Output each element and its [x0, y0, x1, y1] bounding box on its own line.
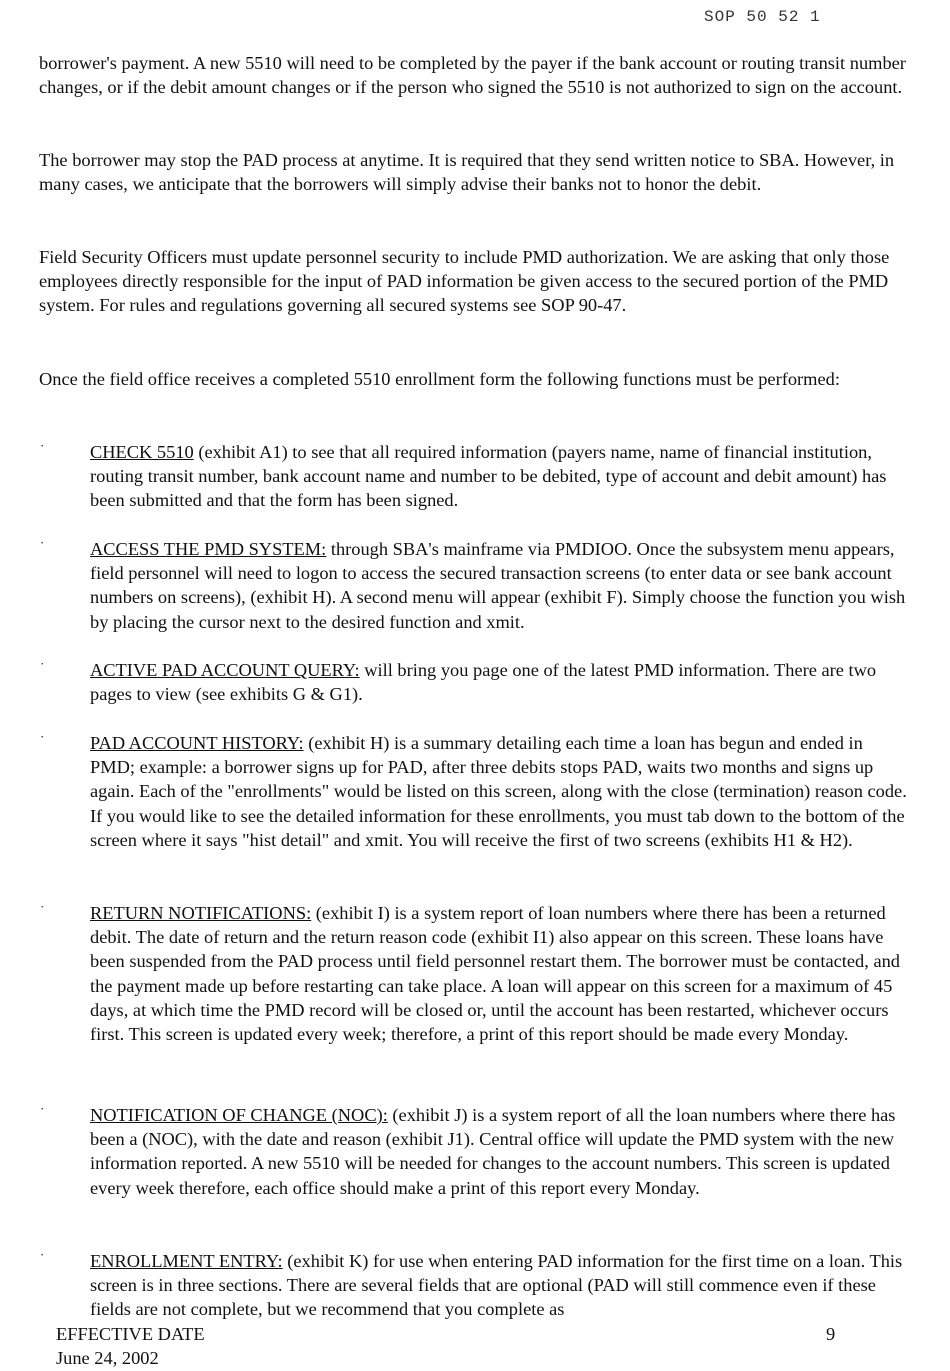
- page-number: 9: [826, 1324, 836, 1344]
- footer-label: EFFECTIVE DATE: [56, 1324, 205, 1344]
- paragraph-payment-changes: borrower's payment. A new 5510 will need to be completed by the payer if the bank account or routing transit number changes, or if the debit amount changes or if the person who signed the 5510 is not authorized to sign on the account.: [39, 53, 906, 98]
- bullet-icon: ·: [40, 729, 45, 744]
- paragraph-stop-pad: The borrower may stop the PAD process at anytime. It is required that they send written notice to SBA. However, in many cases, we anticipate that the borrowers will simply advise their banks not to honor the debit.: [39, 150, 895, 195]
- list-item-text: [90, 1249, 908, 1322]
- list-item-text: [90, 440, 908, 513]
- paragraph-field-security: Field Security Officers must update personnel security to include PMD authorization. We are asking that only those employees directly responsible for the input of PAD information be given access to the secured portion of the PMD system. For rules and regulations governing all secured systems see SOP 90-47.: [39, 247, 890, 316]
- list-item-title: NOTIFICATION OF CHANGE (NOC):: [90, 1105, 388, 1125]
- list-item-body: will bring you page one of the latest PMD information. There are two pages to view (see exhibits G & G1).: [90, 660, 877, 705]
- bullet-icon: ·: [40, 656, 45, 671]
- list-item-body: (exhibit J) is a system report of all the loan numbers where there has been a (NOC), with the date and reason (exhibit J1). Central office will update the PMD system with the new information reported. A new 5510 will be needed for changes to the account numbers. This screen is updated every week therefore, each office should make a print of this report every Monday.: [90, 1105, 896, 1198]
- list-item-text: [90, 901, 908, 1046]
- list-item-title: RETURN NOTIFICATIONS:: [90, 903, 312, 923]
- list-item-text: [90, 537, 908, 634]
- list-item-body: through SBA's mainframe via PMDIOO. Once the subsystem menu appears, field personnel will need to logon to access the secured transaction screens (to enter data or see bank account numbers on screens), (exhibit H). A second menu will appear (exhibit F). Simply choose the function you wish by placing the cursor next to the desired function and xmit.: [90, 539, 906, 632]
- list-item-text: [90, 731, 908, 852]
- sop-number: SOP 50 52 1: [704, 8, 821, 26]
- paragraph-field-office-functions: Once the field office receives a completed 5510 enrollment form the following functions must be performed:: [39, 369, 840, 389]
- list-item-title: ENROLLMENT ENTRY:: [90, 1251, 283, 1271]
- bullet-icon: ·: [40, 1247, 45, 1262]
- bullet-icon: ·: [40, 535, 45, 550]
- list-item-body: (exhibit I) is a system report of loan numbers where there has been a returned debit. The date of return and the return reason code (exhibit I1) also appear on this screen. These loans have been suspended from the PAD process until field personnel restart them. The borrower must be contacted, and the payment made up before restarting can take place. A loan will appear on this screen for a maximum of 45 days, at which time the PMD record will be closed or, until the account has been restarted, whichever occurs first. This screen is updated every week; therefore, a print of this report should be made every Monday.: [90, 903, 900, 1045]
- footer-date: June 24, 2002: [56, 1348, 159, 1368]
- bullet-icon: ·: [40, 899, 45, 914]
- list-item-text: [90, 658, 908, 706]
- list-item-title: ACCESS THE PMD SYSTEM:: [90, 539, 327, 559]
- footer-effective-date: [56, 1322, 205, 1370]
- list-item-body: (exhibit H) is a summary detailing each time a loan has begun and ended in PMD; example: a borrower signs up for PAD, after three debits stops PAD, waits two months and signs up again. Each of the "enrollments" would be listed on this screen, along with the close (termination) reason code. If you would like to see the detailed information for these enrollments, you must tab down to the bottom of the screen where it says "hist detail" and xmit. You will receive the first of two screens (exhibits H1 & H2).: [90, 733, 907, 850]
- list-item-text: [90, 1103, 908, 1200]
- list-item-title: CHECK 5510: [90, 442, 194, 462]
- bullet-icon: ·: [40, 1101, 45, 1116]
- list-item-body: (exhibit K) for use when entering PAD information for the first time on a loan. This screen is in three sections. There are several fields that are optional (PAD will still commence even if these fields are not complete, but we recommend that you complete as: [90, 1251, 903, 1320]
- list-item-title: ACTIVE PAD ACCOUNT QUERY:: [90, 660, 360, 680]
- list-item-title: PAD ACCOUNT HISTORY:: [90, 733, 304, 753]
- bullet-icon: ·: [40, 438, 45, 453]
- list-item-body: (exhibit A1) to see that all required information (payers name, name of financial institution, routing transit number, bank account name and number to be debited, type of account and debit amount) has been submitted and that the form has been signed.: [90, 442, 887, 511]
